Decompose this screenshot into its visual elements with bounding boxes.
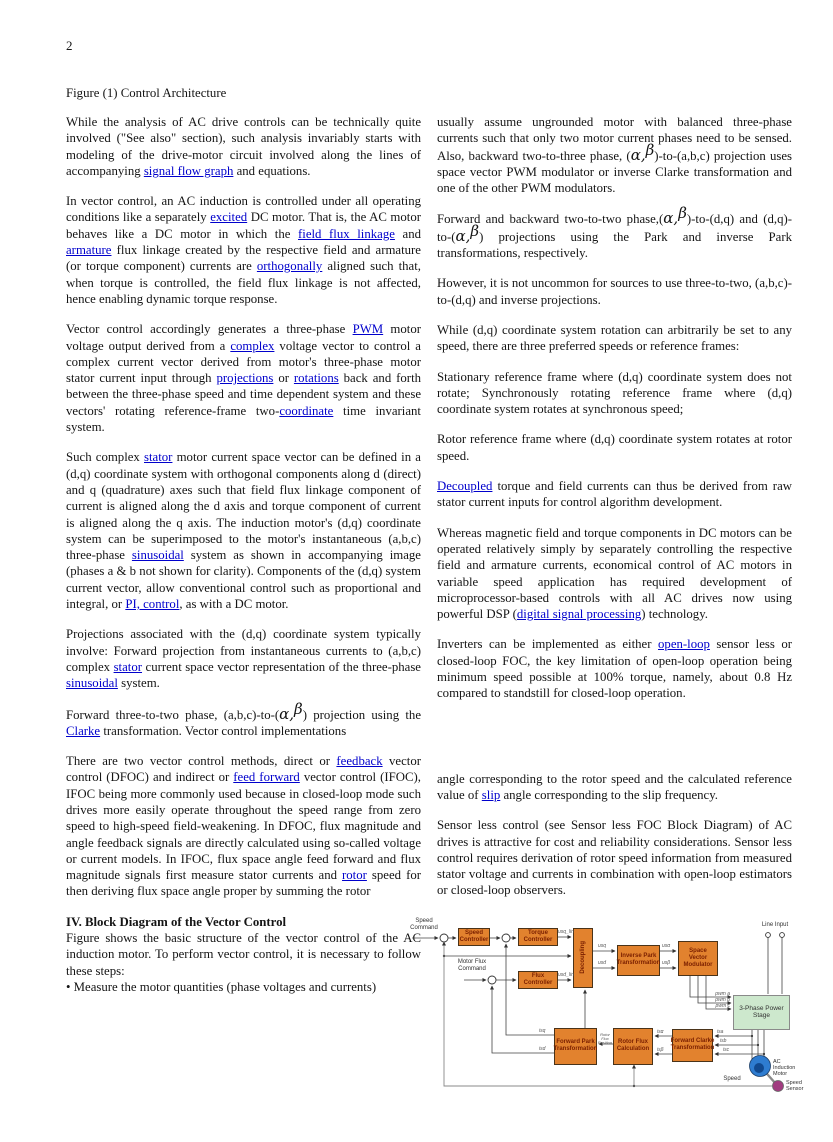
- link[interactable]: rotations: [293, 371, 339, 386]
- page-number: 2: [66, 38, 73, 53]
- paragraph: [437, 771, 792, 804]
- paragraph: [437, 369, 792, 418]
- link[interactable]: slip: [481, 787, 501, 802]
- text-run: Whereas magnetic field and torque components in DC motors can be operated relatively simply by separately controlling the respective field and armature currents, economical control of AC motors in variable speed application has required development of microprocessor-based controls with all AC drives now using powerful DSP (: [437, 525, 792, 622]
- signal-rotor-flux-position: Rotor Flux Position: [597, 1031, 613, 1045]
- link[interactable]: excited: [210, 210, 248, 225]
- text-run: aligned such that, when torque is controlled, the field flux linkage is not affected, hence enabling dynamic torque response.: [66, 259, 421, 306]
- paragraph: usually assume ungrounded motor with balanced three-phase currents such that only two motor current phases need to be sensed. Also, backward two-to-three phase, (α,β)-to-(a,b,c) projection uses space vector PWM modulator or inverse Clarke transformation and one of the other PWM modulators.: [437, 115, 792, 196]
- text-run: transformation. Vector control implementations: [100, 723, 347, 738]
- section-heading: IV. Block Diagram of the Vector Control: [66, 914, 287, 929]
- signal-pwm-c: pwm c: [715, 1002, 730, 1009]
- link[interactable]: Clarke: [66, 723, 101, 738]
- paragraph: [66, 114, 421, 179]
- torque-controller-box: Torque Controller: [518, 928, 558, 946]
- signal-is-alpha: isα: [657, 1028, 664, 1035]
- signal-usd-lin: usd_lin: [558, 971, 574, 978]
- link[interactable]: PI, control: [125, 597, 180, 612]
- paragraph: [66, 193, 421, 307]
- rotor-flux-calc-box: Rotor Flux Calculation: [613, 1028, 653, 1065]
- text-run: While (d,q) coordinate system rotation can arbitrarily be set to any speed, there are three preferred speeds or reference frames:: [437, 322, 792, 354]
- formula-symbol: α,: [630, 145, 646, 164]
- text-run: system.: [117, 676, 160, 691]
- paragraph: [437, 817, 792, 898]
- text-run: speed for then deriving flux space angle proper by summing the rotor: [66, 868, 421, 899]
- text-run: Projections associated with the (d,q) coordinate system typically involve: Forward projection from instantaneous currents to (a,b,c) complex: [66, 627, 421, 674]
- link[interactable]: feedback: [336, 754, 383, 769]
- text-run: and: [394, 226, 421, 241]
- motor-flux-command-label: Motor Flux Command: [457, 958, 487, 972]
- paragraph: [437, 636, 792, 701]
- link[interactable]: Decoupled: [437, 479, 493, 494]
- line-input-label: Line Input: [761, 921, 789, 928]
- space-vector-modulator-box: Space Vector Modulator: [678, 941, 718, 976]
- link[interactable]: PWM: [352, 322, 384, 337]
- left-column: [66, 114, 421, 1098]
- signal-us-alpha: usα: [662, 942, 671, 949]
- text-run: sensor less or closed-loop FOC, the key limitation of open-loop operation being minimum speed possible at 100% torque, namely, about 0.8 Hz compared to standstill for closed-loop operation.: [437, 637, 793, 701]
- paragraph: [66, 753, 421, 900]
- link[interactable]: projections: [216, 371, 274, 386]
- paragraph: [437, 322, 792, 355]
- paragraph: [437, 275, 792, 308]
- text-run: usually assume ungrounded motor with balanced three-phase currents such that only two motor current phases need to be sensed. Also, backward two-to-three phase, (: [437, 115, 792, 163]
- text-run: back and forth between the three-phase speed and time dependent system and these vectors' rotating reference-frame two-: [66, 371, 422, 418]
- text-run: Rotor reference frame where (d,q) coordinate system rotates at rotor speed.: [437, 432, 792, 463]
- signal-isq: isq: [539, 1027, 546, 1034]
- ac-induction-motor-label: AC Induction Motor: [773, 1058, 796, 1078]
- text-run: Forward three-to-two phase, (a,b,c)-to-(: [66, 707, 280, 722]
- link[interactable]: coordinate: [279, 403, 334, 418]
- flux-controller-box: Flux Controller: [518, 971, 558, 989]
- text-run: In vector control, an AC induction is controlled under all operating conditions like a separately: [66, 194, 421, 225]
- paragraph: [437, 478, 792, 511]
- link[interactable]: digital signal processing: [516, 607, 642, 622]
- text-run: motor current space vector can be defined in a (d,q) coordinate system with orthogonal components along d (direct) and q (quadrature) axes such that field flux linkage component of current is aligned along the d axis and torque component of current is aligned along the q axis. The induction motor's (d,q) coordinate system can be superimposed to the motor's instantaneous (a,b,c) three-phase: [66, 450, 421, 563]
- text-run: , as with a DC motor.: [179, 597, 289, 612]
- speed-sensor-icon: [773, 1080, 784, 1091]
- paragraph: Forward and backward two-to-two phase,(α,β)-to-(d,q) and (d,q)-to-(α,β) projections using the Park and inverse Park transformations, respectively.: [437, 204, 792, 261]
- link[interactable]: field flux linkage: [298, 226, 395, 241]
- text-run: time invariant system.: [66, 403, 421, 435]
- text-run: flux linkage created by the respective field and armature (or torque component) currents are: [66, 243, 421, 274]
- column-gap: [437, 716, 792, 771]
- bullet-item: [66, 979, 421, 995]
- text-run: vector control (IFOC), IFOC being more commonly used because in closed-loop mode such drives more easily operate throughout the speed range from zero speed to high-speed field-weakening. In DFOC, flux magnitude and angle feedback signals are directly calculated using so-called voltage or current models. In IFOC, flux space angle feed forward and flux magnitude signals first measure stator currents and: [66, 770, 422, 883]
- paragraph: [66, 626, 421, 691]
- signal-isd: isd: [539, 1045, 546, 1052]
- text-run: ) technology.: [641, 607, 708, 622]
- signal-pwm-a: pwm a: [715, 990, 730, 997]
- right-column: [410, 114, 804, 1098]
- paragraph: [437, 431, 792, 464]
- text-run: Vector control accordingly generates a three-phase: [66, 322, 353, 337]
- text-run: DC motor. That is, the AC motor behaves like a DC motor in which the: [66, 210, 421, 241]
- text-run: and equations.: [233, 163, 311, 178]
- signal-isa: isa: [717, 1028, 724, 1035]
- forward-clarke-box: Forward Clarke Transformation: [672, 1029, 713, 1062]
- text-run: or: [273, 371, 294, 386]
- text-run: vector control (DFOC) and indirect or: [66, 754, 421, 785]
- text-run: system as shown in accompanying image (phases a & b not shown for clarity). Components of the (d,q) system current vector, allow conventional control such as proportional and integral, or: [66, 548, 421, 612]
- link[interactable]: rotor: [342, 868, 367, 883]
- text-run: However, it is not uncommon for sources to use three-to-two, (a,b,c)-to-(d,q) and inverse projections.: [437, 276, 792, 307]
- text-run: ) projection using the: [302, 707, 421, 722]
- link[interactable]: feed forward: [233, 770, 300, 785]
- inverse-park-box: Inverse Park Transformation: [617, 945, 660, 976]
- link[interactable]: sinusoidal: [131, 548, 184, 563]
- text-run: voltage vector to control a complex current vector derived from motor's three-phase motor stator current input through: [66, 338, 421, 386]
- text-run: )-to-(a,b,c) projection uses space vector PWM modulator or inverse Clarke transformation and one of the other PWM modulators.: [437, 148, 792, 196]
- text-run: current space vector representation of the three-phase: [142, 659, 421, 674]
- text-run: Stationary reference frame where (d,q) coordinate system does not rotate; Synchronously rotating reference frame where (d,q) coordinate system rotates at synchronous speed;: [437, 369, 792, 417]
- link[interactable]: armature: [66, 243, 112, 258]
- signal-usq-lin: usq_lin: [558, 928, 574, 935]
- text-run: )-to-(d,q) and (d,q)-to-(: [437, 212, 792, 244]
- text-run: Such complex: [66, 450, 144, 465]
- text-run: angle corresponding to the slip frequency.: [500, 787, 718, 802]
- text-run: Inverters can be implemented as either: [437, 637, 659, 652]
- text-run: There are two vector control methods, direct or: [66, 754, 337, 769]
- text-run: • Measure the motor quantities (phase voltages and currents): [66, 979, 377, 994]
- link[interactable]: open-loop: [658, 637, 710, 652]
- text-run: Figure shows the basic structure of the vector control of the AC induction motor. To perform vector control, it is necessary to follow these steps:: [66, 931, 421, 978]
- decoupling-label: Decoupling: [579, 941, 586, 975]
- link[interactable]: sinusoidal: [66, 676, 118, 691]
- speed-command-label: Speed Command: [410, 917, 438, 931]
- formula-symbol: α,: [455, 226, 471, 245]
- signal-isb: isb: [720, 1037, 727, 1044]
- paragraph: [66, 321, 421, 435]
- formula-symbol: α,: [279, 704, 295, 723]
- paragraph: [437, 525, 792, 623]
- text-run: torque and field currents can thus be derived from raw stator current inputs for control algorithm development.: [437, 479, 792, 510]
- speed-sensor-label: Speed Sensor: [786, 1079, 804, 1092]
- decoupling-box: [573, 928, 593, 988]
- signal-usd: usd: [598, 959, 607, 966]
- text-run: Sensor less control (see Sensor less FOC Block Diagram) of AC drives is attractive for cost and reliability considerations. Sensor less control requires derivation of rotor speed information from measured stator voltage and currents in combination with open-loop estimators or closed-loop observers.: [437, 818, 792, 898]
- signal-us-beta: usβ: [662, 959, 671, 966]
- link[interactable]: complex: [230, 338, 275, 353]
- two-column-body: [66, 114, 804, 1098]
- signal-is-beta: isβ: [657, 1046, 664, 1053]
- formula-symbol: α,: [663, 209, 679, 228]
- paragraph: [66, 449, 421, 612]
- text-run: Forward and backward two-to-two phase,(: [437, 212, 664, 227]
- speed-feedback-label: Speed: [723, 1075, 741, 1082]
- signal-isc: isc: [723, 1046, 730, 1053]
- signal-pwm-b: pwm b: [715, 996, 730, 1003]
- text-run: ) projections using the Park and inverse Park transformations, respectively.: [437, 229, 792, 261]
- forward-park-box: Forward Park Transformation: [554, 1028, 597, 1065]
- power-stage-box: 3-Phase Power Stage: [733, 995, 790, 1030]
- link[interactable]: stator: [144, 450, 173, 465]
- text-run: While the analysis of AC drive controls can be technically quite involved ("See also" section), such analysis invariably starts with modeling of the drive-motor circuit involved along the lines of accompanying: [66, 115, 421, 178]
- link[interactable]: stator: [113, 659, 143, 674]
- signal-usq: usq: [598, 942, 607, 949]
- link[interactable]: orthogonally: [256, 259, 323, 274]
- text-run: angle corresponding to the rotor speed and the calculated reference value of: [437, 771, 792, 802]
- paragraph: [66, 930, 421, 979]
- paragraph: Forward three-to-two phase, (a,b,c)-to-(α,β) projection using the Clarke transformation. Vector control implementations: [66, 699, 421, 738]
- vector-control-block-diagram: [408, 913, 833, 1098]
- figure-caption: Figure (1) Control Architecture: [66, 86, 227, 100]
- speed-controller-box: Speed Controller: [458, 928, 490, 946]
- text-run: motor voltage output derived from a: [66, 322, 421, 353]
- link[interactable]: signal flow graph: [143, 163, 234, 178]
